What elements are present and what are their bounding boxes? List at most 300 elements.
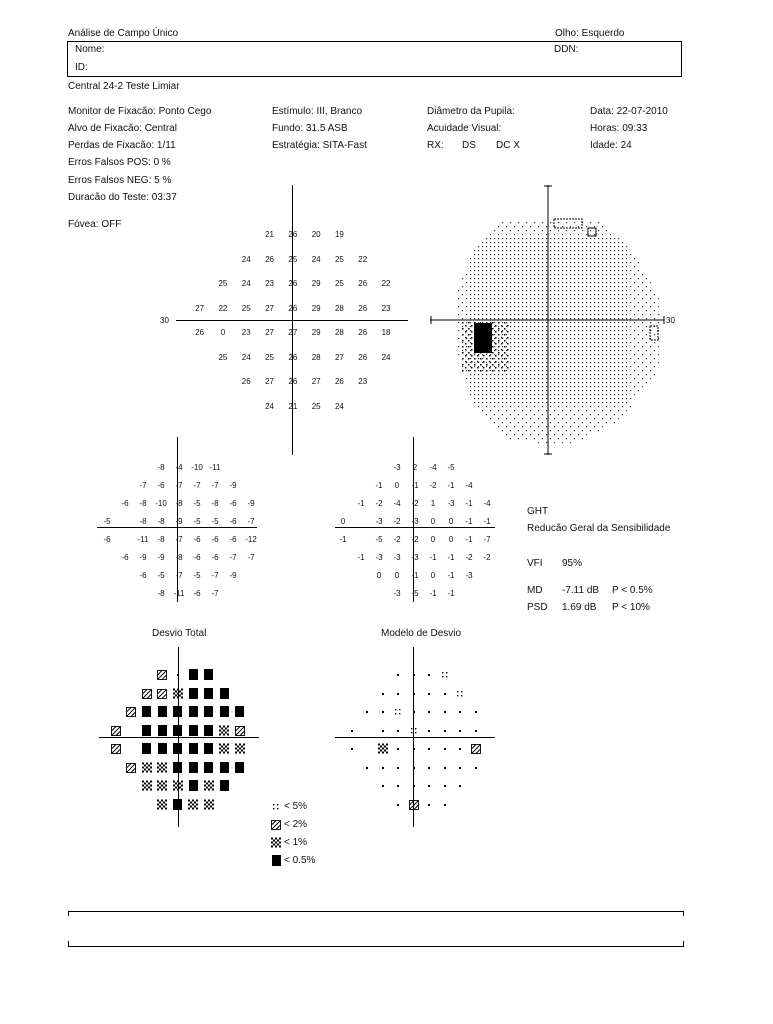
td-value: -12 bbox=[245, 535, 257, 544]
pd-value: -1 bbox=[375, 481, 383, 490]
pp-symbol-s2 bbox=[468, 743, 484, 755]
td-value: -5 bbox=[193, 571, 201, 580]
pd-value: -5 bbox=[411, 589, 419, 598]
rx-label: RX: bbox=[427, 140, 444, 151]
pd-value: -1 bbox=[447, 553, 455, 562]
pd-value: 0 bbox=[430, 517, 436, 526]
tp-symbol-p05 bbox=[155, 706, 171, 718]
sensitivity-value: 24 bbox=[241, 279, 251, 288]
sensitivity-value: 27 bbox=[265, 377, 274, 386]
hatched-patch-right bbox=[650, 326, 658, 340]
pp-symbol-dot bbox=[391, 743, 407, 755]
pp-symbol-dot bbox=[453, 725, 469, 737]
pp-symbol-dot bbox=[453, 743, 469, 755]
pp-symbol-dot bbox=[406, 762, 422, 774]
pp-symbol-dot bbox=[422, 743, 438, 755]
pp-symbol-dot bbox=[468, 725, 484, 737]
td-value: -6 bbox=[193, 589, 201, 598]
pp-symbol-dot bbox=[422, 762, 438, 774]
gray-axis-label: 30 bbox=[666, 316, 675, 325]
pd-value: -3 bbox=[393, 589, 401, 598]
pp-symbol-dot bbox=[406, 743, 422, 755]
sensitivity-value: 24 bbox=[241, 254, 251, 264]
rx-ds: DS bbox=[462, 140, 476, 151]
td-value: -8 bbox=[139, 499, 147, 508]
pd-value: -3 bbox=[375, 553, 383, 562]
td-value: -6 bbox=[121, 499, 129, 508]
strategy: Estratégia: SITA-Fast bbox=[272, 140, 367, 151]
pd-haxis bbox=[335, 527, 495, 528]
td-value: -9 bbox=[157, 553, 165, 562]
td-value: -4 bbox=[175, 463, 183, 472]
sensitivity-value: 23 bbox=[241, 328, 251, 337]
tp-symbol-s2 bbox=[108, 743, 124, 755]
tp-symbol-s1 bbox=[139, 762, 155, 774]
fixation-losses: Perdas de Fixacão: 1/11 bbox=[68, 140, 176, 151]
pp-symbol-dot bbox=[391, 725, 407, 737]
pd-value: -3 bbox=[375, 517, 383, 526]
sensitivity-value: 27 bbox=[334, 352, 344, 362]
tp-symbol-dot bbox=[170, 669, 186, 681]
sensitivity-value: 29 bbox=[311, 303, 321, 313]
pd-value: -4 bbox=[483, 499, 491, 508]
sensitivity-value: 26 bbox=[265, 254, 274, 264]
pp-symbol-dot bbox=[437, 688, 453, 700]
td-value: -9 bbox=[229, 481, 237, 490]
pp-symbol-dot bbox=[391, 762, 407, 774]
td-value: -6 bbox=[211, 535, 219, 544]
pd-value: -1 bbox=[411, 571, 419, 580]
sensitivity-value: 26 bbox=[288, 279, 298, 288]
stimulus: Estímulo: III, Branco bbox=[272, 106, 363, 117]
td-value: -8 bbox=[157, 463, 165, 472]
false-neg: Erros Falsos NEG: 5 % bbox=[68, 175, 172, 186]
tp-symbol-p05 bbox=[139, 743, 155, 755]
pp-symbol-s5 bbox=[437, 669, 453, 681]
tp-symbol-p05 bbox=[170, 762, 186, 774]
sens-axis-label: 30 bbox=[160, 316, 169, 325]
td-value: -5 bbox=[103, 517, 111, 526]
sensitivity-value: 21 bbox=[265, 230, 274, 239]
pd-value: -5 bbox=[375, 535, 383, 544]
sensitivity-value: 26 bbox=[334, 377, 344, 386]
td-value: -7 bbox=[175, 535, 183, 544]
tp-symbol-p05 bbox=[201, 706, 217, 718]
sensitivity-value: 26 bbox=[288, 352, 298, 362]
pd-value: -2 bbox=[483, 553, 491, 562]
pd-value: -2 bbox=[411, 499, 419, 508]
tp-symbol-p05 bbox=[201, 762, 217, 774]
pd-value: -3 bbox=[411, 517, 419, 526]
td-value: -6 bbox=[121, 553, 129, 562]
pd-value: -1 bbox=[465, 535, 473, 544]
td-value: -5 bbox=[193, 517, 201, 526]
pp-symbol-dot bbox=[375, 762, 391, 774]
tp-symbol-p05 bbox=[186, 743, 202, 755]
pp-symbol-dot bbox=[406, 780, 422, 792]
pp-symbol-dot bbox=[391, 669, 407, 681]
sensitivity-value: 23 bbox=[265, 279, 274, 288]
td-value: -8 bbox=[175, 499, 183, 508]
pd-value: -1 bbox=[411, 481, 419, 490]
pp-symbol-dot bbox=[422, 799, 438, 811]
background: Fundo: 31.5 ASB bbox=[272, 123, 348, 134]
psd-value: 1.69 dB bbox=[562, 602, 597, 613]
td-value: -6 bbox=[211, 553, 219, 562]
td-value: -10 bbox=[191, 463, 203, 472]
td-value: -7 bbox=[247, 517, 255, 526]
test-duration: Duracão do Teste: 03:37 bbox=[68, 192, 177, 203]
sensitivity-value: 26 bbox=[358, 303, 368, 313]
tp-symbol-p05 bbox=[139, 706, 155, 718]
pp-symbol-dot bbox=[406, 669, 422, 681]
comment-top-line bbox=[68, 911, 684, 912]
td-value: -8 bbox=[139, 517, 147, 526]
ght-label: GHT bbox=[527, 506, 549, 517]
sensitivity-value: 21 bbox=[288, 401, 298, 411]
td-value: -7 bbox=[175, 571, 183, 580]
pp-symbol-dot bbox=[437, 762, 453, 774]
sensitivity-value: 25 bbox=[288, 254, 298, 264]
tp-symbol-p05 bbox=[232, 762, 248, 774]
td-value: -8 bbox=[175, 553, 183, 562]
td-value: -10 bbox=[155, 499, 167, 508]
pp-symbol-s5 bbox=[406, 725, 422, 737]
td-value: -6 bbox=[229, 517, 237, 526]
tp-symbol-s2 bbox=[232, 725, 248, 737]
pp-symbol-dot bbox=[453, 706, 469, 718]
pd-value: -2 bbox=[393, 535, 401, 544]
visual-acuity: Acuidade Visual: bbox=[427, 123, 502, 134]
tp-symbol-s2 bbox=[108, 725, 124, 737]
pd-value: -1 bbox=[483, 517, 491, 526]
sensitivity-value: 24 bbox=[381, 352, 391, 362]
pd-value: 0 bbox=[376, 571, 382, 580]
pp-symbol-dot bbox=[437, 799, 453, 811]
pd-value: 0 bbox=[430, 535, 436, 544]
pd-value: -1 bbox=[429, 589, 437, 598]
tp-symbol-p05 bbox=[217, 762, 233, 774]
tp-symbol-s2 bbox=[155, 688, 171, 700]
md-p: P < 0.5% bbox=[612, 585, 653, 596]
sensitivity-value: 26 bbox=[288, 377, 298, 386]
td-value: -7 bbox=[211, 589, 219, 598]
sensitivity-value: 26 bbox=[288, 230, 298, 239]
pp-symbol-s5 bbox=[391, 706, 407, 718]
pp-symbol-dot bbox=[422, 780, 438, 792]
sensitivity-value: 23 bbox=[358, 377, 368, 386]
tp-symbol-p05 bbox=[186, 688, 202, 700]
td-value: -8 bbox=[157, 535, 165, 544]
pd-value: -2 bbox=[393, 517, 401, 526]
pd-value: -3 bbox=[411, 553, 419, 562]
legend-symbol-s1 bbox=[270, 837, 282, 849]
td-value: -11 bbox=[209, 463, 221, 472]
pd-value: -3 bbox=[393, 553, 401, 562]
fovea: Fóvea: OFF bbox=[68, 219, 122, 230]
td-value: -5 bbox=[193, 499, 201, 508]
pp-symbol-dot bbox=[375, 706, 391, 718]
pd-value: -2 bbox=[411, 535, 419, 544]
tp-symbol-p05 bbox=[217, 706, 233, 718]
tp-symbol-p05 bbox=[170, 799, 186, 811]
legend-label: < 5% bbox=[284, 801, 308, 812]
tp-symbol-s1 bbox=[155, 762, 171, 774]
td-value: -9 bbox=[175, 517, 183, 526]
pp-symbol-dot bbox=[406, 688, 422, 700]
pp-symbol-dot bbox=[391, 780, 407, 792]
sensitivity-value: 24 bbox=[334, 401, 344, 411]
pd-value: -2 bbox=[375, 499, 383, 508]
tp-symbol-s1 bbox=[170, 780, 186, 792]
pd-value: 0 bbox=[340, 517, 346, 526]
sensitivity-value: 27 bbox=[288, 328, 298, 337]
tp-symbol-s2 bbox=[124, 762, 140, 774]
pp-symbol-dot bbox=[437, 743, 453, 755]
pp-symbol-s1 bbox=[375, 743, 391, 755]
td-value: -6 bbox=[139, 571, 147, 580]
pp-symbol-dot bbox=[391, 688, 407, 700]
sensitivity-value: 27 bbox=[265, 303, 274, 313]
tp-symbol-p05 bbox=[217, 688, 233, 700]
tp-symbol-p05 bbox=[186, 780, 202, 792]
legend-symbol-s5 bbox=[270, 801, 282, 813]
name-field: Nome: bbox=[75, 44, 105, 55]
sensitivity-value: 27 bbox=[265, 328, 274, 337]
pp-symbol-dot bbox=[406, 706, 422, 718]
tp-symbol-p05 bbox=[201, 725, 217, 737]
pd-value: -7 bbox=[483, 535, 491, 544]
pd-value: -1 bbox=[357, 499, 365, 508]
td-value: -6 bbox=[193, 553, 201, 562]
tp-symbol-p05 bbox=[232, 706, 248, 718]
pp-symbol-dot bbox=[422, 688, 438, 700]
sensitivity-value: 24 bbox=[311, 254, 321, 264]
pd-value: -4 bbox=[393, 499, 401, 508]
sensitivity-value: 26 bbox=[358, 352, 368, 362]
pd-value: -1 bbox=[447, 571, 455, 580]
tp-symbol-p05 bbox=[186, 669, 202, 681]
td-value: -7 bbox=[211, 571, 219, 580]
tp-symbol-p05 bbox=[155, 725, 171, 737]
pd-value: -1 bbox=[447, 481, 455, 490]
sensitivity-value: 28 bbox=[311, 352, 321, 362]
pp-symbol-dot bbox=[437, 780, 453, 792]
tp-symbol-p05 bbox=[186, 725, 202, 737]
sensitivity-value: 22 bbox=[358, 254, 368, 264]
pp-symbol-dot bbox=[344, 743, 360, 755]
pp-symbol-dot bbox=[375, 688, 391, 700]
td-value: -6 bbox=[229, 535, 237, 544]
pd-value: -1 bbox=[429, 553, 437, 562]
sensitivity-value: 26 bbox=[288, 303, 298, 313]
sensitivity-value: 28 bbox=[334, 303, 344, 313]
legend-label: < 2% bbox=[284, 819, 308, 830]
md-label: MD bbox=[527, 585, 543, 596]
sensitivity-value: 26 bbox=[241, 377, 251, 386]
sensitivity-value: 25 bbox=[218, 279, 228, 288]
sensitivity-value: 28 bbox=[334, 328, 344, 337]
pp-symbol-dot bbox=[391, 799, 407, 811]
test-date: Data: 22-07-2010 bbox=[590, 106, 668, 117]
ght-value: Reducão Geral da Sensibilidade bbox=[527, 523, 671, 534]
tp-symbol-p05 bbox=[201, 669, 217, 681]
sensitivity-value: 23 bbox=[381, 303, 391, 313]
rx-dc: DC X bbox=[496, 140, 520, 151]
psd-label: PSD bbox=[527, 602, 548, 613]
id-field: ID: bbox=[75, 62, 88, 73]
vfi-label: VFI bbox=[527, 558, 543, 569]
pp-symbol-dot bbox=[453, 762, 469, 774]
pd-value: 0 bbox=[394, 571, 400, 580]
pd-value: -4 bbox=[429, 463, 437, 472]
pp-symbol-dot bbox=[453, 780, 469, 792]
sensitivity-value: 25 bbox=[311, 401, 321, 411]
td-value: -11 bbox=[173, 589, 185, 598]
pp-symbol-dot bbox=[468, 762, 484, 774]
tp-symbol-s1 bbox=[217, 743, 233, 755]
pd-value: -4 bbox=[465, 481, 473, 490]
sensitivity-value: 24 bbox=[241, 352, 251, 362]
eye-label: Olho: Esquerdo bbox=[555, 28, 625, 39]
comment-tick-tl bbox=[68, 911, 69, 916]
td-value: -9 bbox=[247, 499, 255, 508]
pd-value: 1 bbox=[430, 499, 436, 508]
pd-value: 0 bbox=[448, 517, 454, 526]
sensitivity-value: 25 bbox=[334, 279, 344, 288]
tp-symbol-p05 bbox=[155, 743, 171, 755]
tp-symbol-p05 bbox=[170, 706, 186, 718]
vfi-value: 95% bbox=[562, 558, 583, 569]
legend-symbol-s2 bbox=[270, 819, 282, 831]
tp-symbol-s1 bbox=[201, 780, 217, 792]
tp-symbol-p05 bbox=[201, 688, 217, 700]
tp-symbol-s1 bbox=[201, 799, 217, 811]
tp-symbol-p05 bbox=[139, 725, 155, 737]
fixation-target: Alvo de Fixacão: Central bbox=[68, 123, 177, 134]
tp-symbol-s1 bbox=[217, 725, 233, 737]
legend-symbol-p05 bbox=[270, 855, 282, 867]
td-value: -9 bbox=[229, 571, 237, 580]
tp-symbol-s1 bbox=[232, 743, 248, 755]
patient-age: Idade: 24 bbox=[590, 140, 632, 151]
tp-symbol-s1 bbox=[170, 688, 186, 700]
tp-symbol-p05 bbox=[217, 780, 233, 792]
pd-value: -3 bbox=[465, 571, 473, 580]
td-haxis bbox=[97, 527, 257, 528]
tp-symbol-p05 bbox=[201, 743, 217, 755]
pd-value: 0 bbox=[430, 571, 436, 580]
pattern-deviation-title: Modelo de Desvio bbox=[381, 628, 462, 639]
tp-symbol-s2 bbox=[124, 706, 140, 718]
td-value: -6 bbox=[157, 481, 165, 490]
sensitivity-value: 27 bbox=[311, 377, 321, 386]
pd-value: 2 bbox=[412, 463, 418, 472]
sensitivity-value: 0 bbox=[220, 328, 226, 337]
td-value: -5 bbox=[157, 571, 165, 580]
pd-value: -1 bbox=[339, 535, 347, 544]
sensitivity-value: 27 bbox=[195, 303, 205, 313]
td-value: -7 bbox=[211, 481, 219, 490]
td-value: -8 bbox=[157, 589, 165, 598]
pp-symbol-dot bbox=[422, 669, 438, 681]
td-value: -7 bbox=[229, 553, 237, 562]
pd-value: 0 bbox=[448, 535, 454, 544]
pd-value: -1 bbox=[447, 589, 455, 598]
pd-value: -2 bbox=[429, 481, 437, 490]
sensitivity-value: 29 bbox=[311, 279, 321, 288]
td-value: -6 bbox=[229, 499, 237, 508]
pp-symbol-dot bbox=[375, 780, 391, 792]
tp-symbol-s2 bbox=[139, 688, 155, 700]
tp-haxis bbox=[99, 737, 259, 738]
td-value: -8 bbox=[211, 499, 219, 508]
hatched-patch bbox=[554, 219, 582, 228]
sensitivity-value: 22 bbox=[218, 303, 228, 313]
td-value: -6 bbox=[193, 535, 201, 544]
sensitivity-value: 26 bbox=[358, 279, 368, 288]
pp-symbol-s2 bbox=[406, 799, 422, 811]
sensitivity-value: 25 bbox=[218, 352, 228, 362]
tp-symbol-s1 bbox=[186, 799, 202, 811]
sensitivity-value: 19 bbox=[334, 230, 344, 239]
pp-haxis bbox=[335, 737, 495, 738]
td-value: -9 bbox=[139, 553, 147, 562]
td-value: -7 bbox=[247, 553, 255, 562]
tp-symbol-s1 bbox=[155, 780, 171, 792]
pd-value: -3 bbox=[393, 463, 401, 472]
pp-symbol-dot bbox=[468, 706, 484, 718]
td-value: -6 bbox=[103, 535, 111, 544]
td-value: -11 bbox=[137, 535, 149, 544]
sensitivity-value: 18 bbox=[381, 328, 391, 337]
pd-value: -1 bbox=[465, 499, 473, 508]
td-value: -5 bbox=[211, 517, 219, 526]
pp-symbol-dot bbox=[360, 762, 376, 774]
sensitivity-value: 24 bbox=[265, 401, 274, 411]
td-value: -8 bbox=[157, 517, 165, 526]
test-name: Central 24-2 Teste Limiar bbox=[68, 81, 180, 92]
sensitivity-value: 25 bbox=[265, 352, 274, 362]
md-value: -7.11 dB bbox=[562, 585, 600, 596]
pp-symbol-dot bbox=[375, 725, 391, 737]
pd-value: 0 bbox=[394, 481, 400, 490]
test-time: Horas: 09:33 bbox=[590, 123, 648, 134]
pd-value: -1 bbox=[357, 553, 365, 562]
pp-symbol-dot bbox=[437, 725, 453, 737]
sensitivity-value: 29 bbox=[311, 328, 321, 337]
pp-symbol-s5 bbox=[453, 688, 469, 700]
pd-value: -1 bbox=[465, 517, 473, 526]
pd-value: -2 bbox=[465, 553, 473, 562]
td-value: -7 bbox=[139, 481, 147, 490]
psd-p: P < 10% bbox=[612, 602, 650, 613]
pp-symbol-dot bbox=[422, 706, 438, 718]
sensitivity-value: 26 bbox=[195, 328, 205, 337]
td-value: -7 bbox=[175, 481, 183, 490]
legend-label: < 1% bbox=[284, 837, 308, 848]
sensitivity-value: 25 bbox=[241, 303, 251, 313]
ddn-field: DDN: bbox=[554, 44, 579, 55]
pp-symbol-dot bbox=[422, 725, 438, 737]
pp-symbol-dot bbox=[360, 706, 376, 718]
false-pos: Erros Falsos POS: 0 % bbox=[68, 157, 171, 168]
tp-symbol-p05 bbox=[170, 725, 186, 737]
tp-symbol-s1 bbox=[139, 780, 155, 792]
sensitivity-value: 22 bbox=[381, 279, 391, 288]
pd-value: -3 bbox=[447, 499, 455, 508]
report-title: Análise de Campo Único bbox=[68, 28, 179, 39]
